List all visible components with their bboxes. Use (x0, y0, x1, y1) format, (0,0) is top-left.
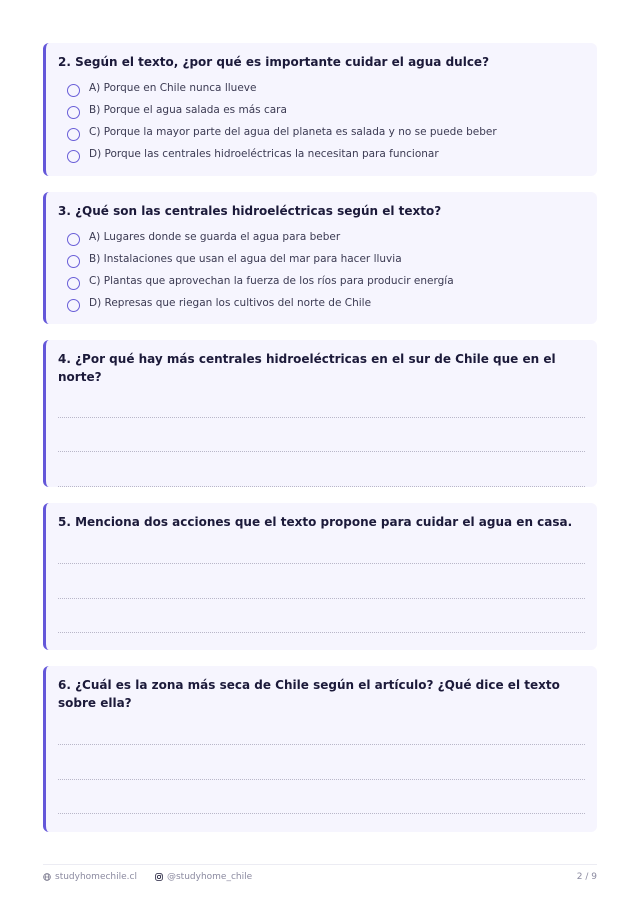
website-text: studyhomechile.cl (55, 872, 137, 882)
option-c[interactable] (58, 270, 585, 292)
option-label: A) Porque en Chile nunca llueve (89, 82, 257, 94)
question-title: 5. Menciona dos acciones que el texto propone para cuidar el agua en casa. (58, 515, 573, 529)
answer-line[interactable] (58, 417, 585, 418)
option-label: A) Lugares donde se guarda el agua para beber (89, 231, 341, 243)
answer-line[interactable] (58, 563, 585, 564)
option-a[interactable] (58, 77, 585, 99)
question-title: 6. ¿Cuál es la zona más seca de Chile según el artículo? ¿Qué dice el texto sobre ella? (58, 678, 560, 710)
radio-button[interactable] (67, 84, 80, 97)
answer-line[interactable] (58, 779, 585, 780)
instagram-text: @studyhome_chile (166, 872, 253, 882)
option-list (58, 226, 585, 314)
website-link[interactable] (43, 872, 137, 882)
option-list (58, 77, 585, 165)
option-a[interactable] (58, 226, 585, 248)
option-b[interactable] (58, 99, 585, 121)
page-footer (43, 864, 597, 882)
option-b[interactable] (58, 248, 585, 270)
radio-button[interactable] (67, 277, 80, 290)
option-c[interactable] (58, 121, 585, 143)
option-label: C) Porque la mayor parte del agua del planeta es salada y no se puede beber (89, 126, 497, 138)
radio-button[interactable] (67, 233, 80, 246)
globe-icon (43, 873, 51, 881)
answer-line[interactable] (58, 813, 585, 814)
question-card-5 (43, 503, 597, 650)
option-label: D) Porque las centrales hidroeléctricas la necesitan para funcionar (89, 148, 439, 160)
radio-button[interactable] (67, 128, 80, 141)
question-title: 4. ¿Por qué hay más centrales hidroeléctricas en el sur de Chile que en el norte? (58, 352, 556, 384)
radio-button[interactable] (67, 150, 80, 163)
question-card-2 (43, 43, 597, 176)
option-label: B) Porque el agua salada es más cara (89, 104, 287, 116)
answer-line[interactable] (58, 632, 585, 633)
instagram-link[interactable] (155, 872, 252, 882)
question-card-3 (43, 192, 597, 324)
option-d[interactable] (58, 292, 585, 314)
radio-button[interactable] (67, 106, 80, 119)
question-card-6 (43, 666, 597, 832)
instagram-icon (155, 873, 163, 881)
radio-button[interactable] (67, 255, 80, 268)
option-d[interactable] (58, 143, 585, 165)
option-label: C) Plantas que aprovechan la fuerza de los ríos para producir energía (89, 275, 454, 287)
option-label: D) Represas que riegan los cultivos del norte de Chile (89, 297, 372, 309)
question-title: 2. Según el texto, ¿por qué es importante cuidar el agua dulce? (58, 55, 490, 69)
answer-line[interactable] (58, 486, 585, 487)
answer-line[interactable] (58, 744, 585, 745)
option-label: B) Instalaciones que usan el agua del mar para hacer lluvia (89, 253, 402, 265)
page-number: 2 / 9 (576, 872, 597, 882)
question-card-4 (43, 340, 597, 487)
answer-line[interactable] (58, 598, 585, 599)
question-title: 3. ¿Qué son las centrales hidroeléctricas según el texto? (58, 204, 442, 218)
answer-line[interactable] (58, 451, 585, 452)
radio-button[interactable] (67, 299, 80, 312)
